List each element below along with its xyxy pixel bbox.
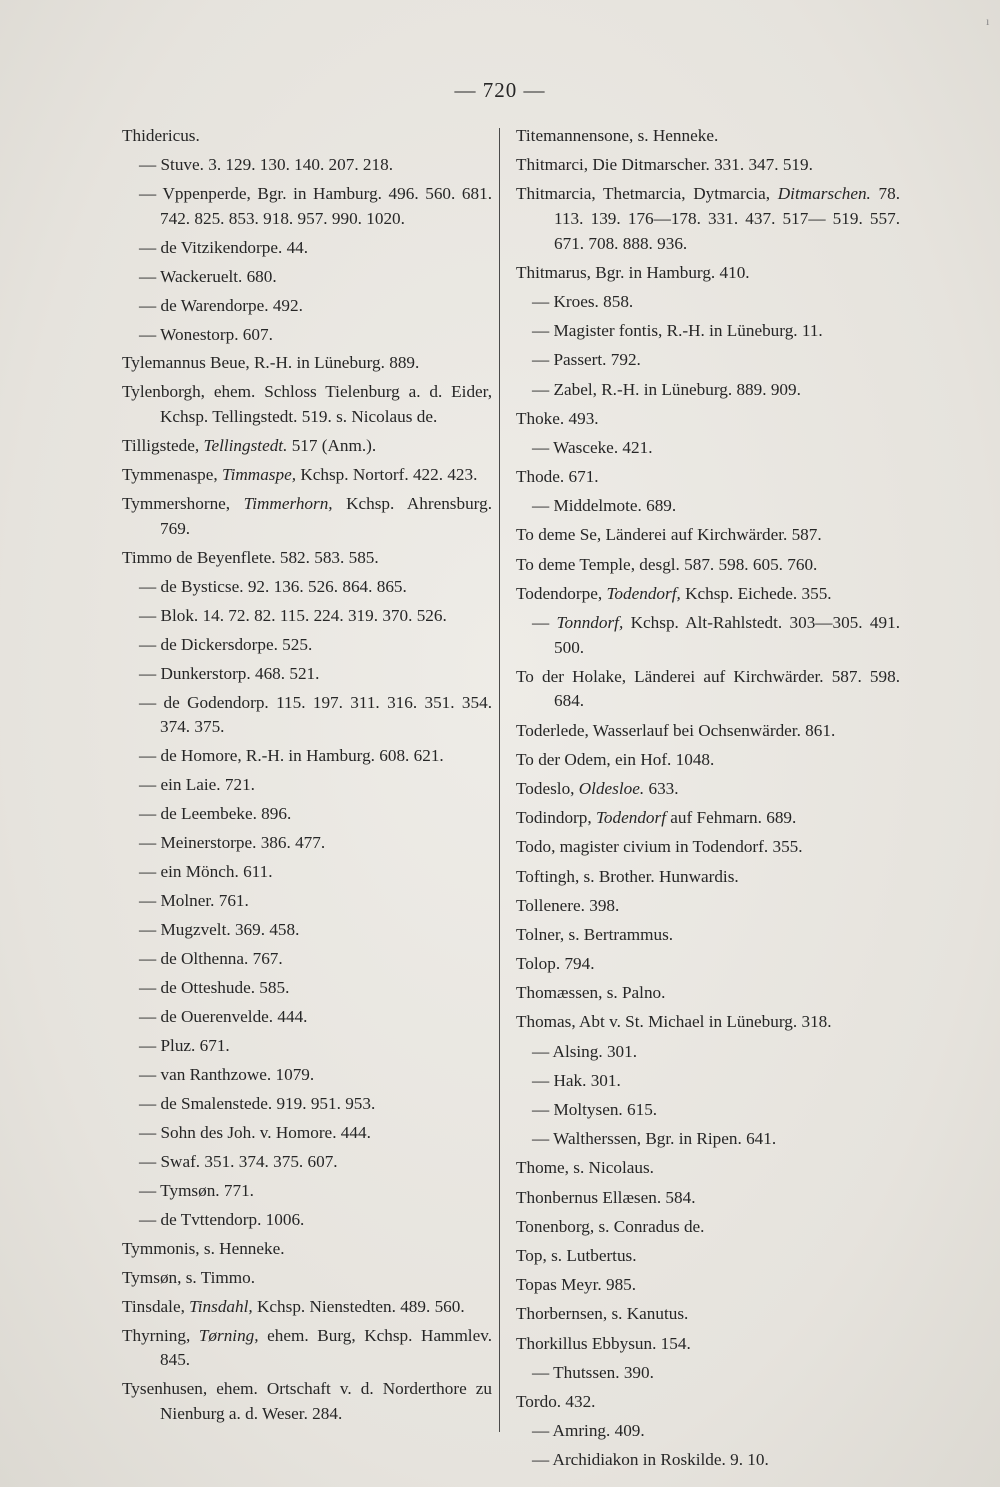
index-entry: — de Dickersdorpe. 525. xyxy=(139,634,313,654)
entry-text: Thitmarcia, Thetmarcia, Dytmarcia, xyxy=(516,184,778,204)
index-entry: Thidericus. xyxy=(122,126,200,145)
index-entry: Thorbernsen, s. Kanutus. xyxy=(516,1304,689,1324)
index-entry xyxy=(508,611,900,660)
entry-text: Kchsp. Ahrensburg. 769. xyxy=(160,494,492,538)
index-entry: — de Bysticse. 92. 136. 526. 864. 865. xyxy=(139,576,407,596)
entry-place-name: Tørning, xyxy=(198,1325,259,1345)
index-entry: Tolner, s. Bertrammus. xyxy=(516,924,674,944)
entry-place-name: Todendorf, xyxy=(606,583,681,603)
index-entry: Thitmarus, Bgr. in Hamburg. 410. xyxy=(516,262,750,282)
index-entry xyxy=(112,463,492,488)
index-entry: Toderlede, Wasserlauf bei Ochsenwärder. 861. xyxy=(516,720,836,740)
index-entry xyxy=(508,182,900,256)
index-entry: Tordo. 432. xyxy=(516,1391,596,1411)
entry-place-name: Tinsdahl, xyxy=(189,1296,253,1316)
index-entry: — de Tvttendorp. 1006. xyxy=(139,1209,305,1229)
index-entry: — Swaf. 351. 374. 375. 607. xyxy=(139,1151,338,1171)
index-entry: Tollenere. 398. xyxy=(516,895,620,915)
index-entry: Thoke. 493. xyxy=(516,408,599,428)
index-entry: — Thutssen. 390. xyxy=(532,1362,654,1382)
index-entry: Tolop. 794. xyxy=(516,954,595,974)
index-entry: — de Vitzikendorpe. 44. xyxy=(139,237,309,257)
index-entry: — Wasceke. 421. xyxy=(532,437,653,457)
index-entry: — Blok. 14. 72. 82. 115. 224. 319. 370. 526. xyxy=(139,605,447,625)
index-entry xyxy=(508,806,900,831)
right-column xyxy=(508,124,900,1477)
entry-text: 78. 113. 139. 176—178. 331. 437. 517— 519. 557. 671. 708. 888. 936. xyxy=(554,184,901,253)
index-entry: Thonbernus Ellæsen. 584. xyxy=(516,1187,696,1207)
page-number: — 720 — xyxy=(454,78,546,102)
index-entry: To der Odem, ein Hof. 1048. xyxy=(516,749,715,769)
entry-text: Tinsdale, xyxy=(122,1296,190,1316)
index-entry: — Wonestorp. 607. xyxy=(139,324,273,344)
index-entry: — de Smalenstede. 919. 951. 953. xyxy=(139,1093,376,1113)
index-entry: To der Holake, Länderei auf Kirchwärder. 587. 598. 684. xyxy=(516,666,900,711)
index-entry: Tymsøn, s. Timmo. xyxy=(122,1267,256,1287)
entry-text: Kchsp. Eichede. 355. xyxy=(680,583,832,603)
index-entry: — Magister fontis, R.-H. in Lüneburg. 11. xyxy=(532,321,823,341)
scan-mark: ı xyxy=(986,14,990,28)
index-entry: To deme Temple, desgl. 587. 598. 605. 760. xyxy=(516,554,818,574)
index-entry: — Molner. 761. xyxy=(139,891,249,911)
index-entry: — Alsing. 301. xyxy=(532,1041,638,1061)
index-entry: — Wackeruelt. 680. xyxy=(139,266,277,286)
index-entry xyxy=(508,582,900,607)
entry-text: auf Fehmarn. 689. xyxy=(666,808,797,828)
entry-place-name: Todendorf xyxy=(595,808,666,828)
index-entry: — Kroes. 858. xyxy=(532,291,634,311)
entry-text: — xyxy=(532,613,557,632)
index-entry: Topas Meyr. 985. xyxy=(516,1275,637,1295)
index-entry: — Moltysen. 615. xyxy=(532,1100,658,1119)
index-entry: Toftingh, s. Brother. Hunwardis. xyxy=(516,866,739,886)
index-entry xyxy=(112,1324,492,1373)
entry-place-name: Timmerhorn, xyxy=(243,494,333,514)
index-entry: Tylemannus Beue, R.-H. in Lüneburg. 889. xyxy=(122,353,420,373)
index-entry: — van Ranthzowe. 1079. xyxy=(139,1064,315,1084)
index-entry: — Hak. 301. xyxy=(532,1070,621,1090)
entry-place-name: Ditmarschen. xyxy=(777,184,871,204)
index-entry xyxy=(508,777,900,802)
index-entry: — Archidiakon in Roskilde. 9. 10. xyxy=(532,1450,769,1470)
entry-text: Thyrning, xyxy=(122,1325,199,1345)
index-entry: — Dunkerstorp. 468. 521. xyxy=(139,663,320,683)
entry-text: Kchsp. Nortorf. 422. 423. xyxy=(296,465,478,485)
entry-text: Todendorpe, xyxy=(516,583,607,603)
index-entry: — Sohn des Joh. v. Homore. 444. xyxy=(139,1122,371,1142)
index-entry: Tysenhusen, ehem. Ortschaft v. d. Norderthore zu Nienburg a. d. Weser. 284. xyxy=(122,1379,492,1423)
entry-text: Kchsp. Alt-Rahlstedt. 303—305. 491. 500. xyxy=(554,613,900,657)
index-entry: — Waltherssen, Bgr. in Ripen. 641. xyxy=(532,1129,777,1149)
index-entry: — Stuve. 3. 129. 130. 140. 207. 218. xyxy=(139,154,393,174)
index-entry xyxy=(112,492,492,541)
index-entry: Tonenborg, s. Conradus de. xyxy=(516,1216,705,1236)
index-entry: — Pluz. 671. xyxy=(139,1035,230,1055)
index-entry: — Zabel, R.-H. in Lüneburg. 889. 909. xyxy=(532,379,801,399)
index-entry: Thorkillus Ebbysun. 154. xyxy=(516,1333,691,1353)
index-entry: — de Godendorp. 115. 197. 311. 316. 351. 354. 374. 375. xyxy=(139,692,492,737)
index-entry: — de Otteshude. 585. xyxy=(139,977,290,997)
entry-place-name: Tellingstedt. xyxy=(203,436,288,456)
index-entry: Thomas, Abt v. St. Michael in Lüneburg. 318. xyxy=(516,1012,832,1032)
index-entry: To deme Se, Länderei auf Kirchwärder. 587. xyxy=(516,525,822,545)
index-entry: — ein Mönch. 611. xyxy=(139,862,273,882)
index-entry: Thode. 671. xyxy=(516,467,599,487)
entry-text: Todeslo, xyxy=(516,778,579,798)
index-entry: — ein Laie. 721. xyxy=(139,775,255,795)
index-entry: Thome, s. Nicolaus. xyxy=(516,1158,654,1178)
column-divider xyxy=(499,128,500,1432)
index-entry: — de Olthenna. 767. xyxy=(139,948,283,968)
index-entry: — Middelmote. 689. xyxy=(532,496,677,516)
index-entry: — Amring. 409. xyxy=(532,1421,645,1441)
index-entry: — Meinerstorpe. 386. 477. xyxy=(139,833,326,853)
entry-place-name: Timmaspe, xyxy=(222,465,297,485)
index-entry: Tymmonis, s. Henneke. xyxy=(122,1238,285,1258)
index-entry: Thomæssen, s. Palno. xyxy=(516,983,666,1003)
index-entry: — de Ouerenvelde. 444. xyxy=(139,1006,308,1026)
index-entry: — Tymsøn. 771. xyxy=(139,1180,254,1200)
index-entry: Todo, magister civium in Todendorf. 355. xyxy=(516,837,803,857)
index-entry: Timmo de Beyenflete. 582. 583. 585. xyxy=(122,547,379,567)
index-entry: — de Warendorpe. 492. xyxy=(139,295,303,315)
index-entry xyxy=(112,1295,492,1320)
entry-text: 517 (Anm.). xyxy=(287,436,377,456)
entry-text: Tilligstede, xyxy=(122,436,204,456)
entry-text: Todindorp, xyxy=(516,808,596,828)
entry-place-name: Oldesloe. xyxy=(578,778,645,798)
entry-text: 633. xyxy=(644,778,679,798)
entry-text: Kchsp. Nienstedten. 489. 560. xyxy=(252,1296,465,1316)
index-entry: Thitmarci, Die Ditmarscher. 331. 347. 519. xyxy=(516,155,813,175)
index-entry: — Passert. 792. xyxy=(532,350,641,370)
entry-place-name: Tonndorf, xyxy=(556,613,624,632)
index-entry: Top, s. Lutbertus. xyxy=(516,1245,637,1265)
index-entry: Tylenborgh, ehem. Schloss Tielenburg a. d. Eider, Kchsp. Tellingstedt. 519. s. Nicolaus de. xyxy=(122,382,492,427)
index-entry xyxy=(112,434,492,459)
entry-text: ehem. Burg, Kchsp. Hammlev. 845. xyxy=(160,1325,492,1370)
index-entry: — Mugzvelt. 369. 458. xyxy=(139,920,300,939)
index-entry: — de Leembeke. 896. xyxy=(139,804,292,824)
index-entry: Titemannensone, s. Henneke. xyxy=(516,126,719,145)
entry-text: Tymmenaspe, xyxy=(122,465,222,485)
entry-text: Tymmershorne, xyxy=(122,494,244,514)
index-entry: — de Homore, R.-H. in Hamburg. 608. 621. xyxy=(139,746,444,766)
index-entry: — Vppenperde, Bgr. in Hamburg. 496. 560. 681. 742. 825. 853. 918. 957. 990. 1020. xyxy=(139,183,492,228)
left-column xyxy=(112,124,492,1431)
